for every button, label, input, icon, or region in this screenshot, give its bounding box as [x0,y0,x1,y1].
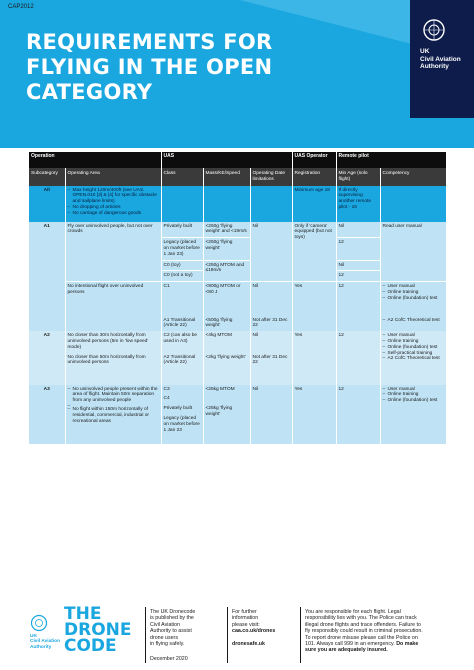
footer-publisher-text: The UK Dronecode is published by the Civil Aviation Authority to assist drone users in flying safely. [150,609,196,648]
min-age-a3: 12 [336,385,380,444]
date-cell: Nil [250,282,292,316]
group-header-operation: Operation [29,152,161,168]
dronecode-caa-text [30,634,60,650]
mass-cell: <250g 'flying weight' and <19m/s [203,222,250,238]
subcategory-all: All [29,186,65,222]
list-item: – User manual [383,284,445,290]
registration-a3: Yes [292,385,336,444]
min-age-cell: Nil [336,222,380,238]
logo-line: UK [30,634,37,639]
registration-all: Minimum age 18 [292,186,336,222]
title-line: FLYING IN THE OPEN [26,55,273,79]
list-item: – No carriage of dangerous goods [68,211,159,217]
min-age-cell: 12 [336,271,380,282]
logo-line: UK [420,48,430,55]
class-cell: Legacy (placed on market before 1 Jan 23) [161,238,203,260]
group-header-remote-pilot: Remote pilot [336,152,446,168]
group-header-uas-operator: UAS Operator [292,152,336,168]
column-header-subcategory: Subcategory [29,168,65,186]
operating-area-a3 [65,385,161,444]
footer-info-text: For further information please visit: caa.co.uk/drones dronesafe.uk [232,609,300,647]
wordmark-line: DRONE [64,620,132,640]
competency-a1-1: Read user manual [380,222,446,282]
logo-line: Civil Aviation [420,55,461,63]
list-item: – User manual [383,387,445,393]
footer-divider [300,607,301,663]
dronecode-wordmark [64,606,132,654]
document-code: CAP2012 [8,4,34,10]
operating-area-a2-2: No closer than 50m horizontally from uninvolved persons [65,353,161,385]
crest-icon [422,18,446,42]
date-cell: Not after 31 Dec 22 [250,316,292,332]
subcategory-a3: A3 [29,385,65,444]
crest-icon [30,614,48,632]
class-cell: Privately built [161,404,203,414]
registration-a2: Yes [292,331,336,384]
list-item: – Online training [383,392,445,398]
class-cell: C2 (can also be used in A3) [161,331,203,352]
min-age-cell: Nil [336,260,380,271]
logo-line: Civil Aviation [30,639,61,645]
list-item: – Self-practical training [383,351,445,357]
operating-area-all [65,186,161,222]
subcategory-a2: A2 [29,331,65,384]
title-line: REQUIREMENTS FOR [26,30,273,54]
list-item: – Online (foundation) test [383,296,445,302]
footer-divider [145,607,146,663]
requirements-table-wrap [29,152,446,444]
list-item: – Max height 120m/400ft (see UAS. OPEN.010 [3] & [4] for specific obstacle and sailplane limits) [68,188,159,205]
list-item: – Online training [383,290,445,296]
date-cell: Not after 31 Dec 22 [250,353,292,385]
registration-a1-1: Only if 'camera' equipped (but not toys) [292,222,336,282]
operating-area-a1-2: No intentional flight over uninvolved persons [65,282,161,332]
table-row-a1 [29,282,446,316]
dronecode-logo [30,606,145,662]
mass-cell: <900g MTOM or <80 J [203,282,250,316]
min-age-all: If directly supervising another remote pilot - 16 [336,186,380,222]
column-header-operating-area: Operating Area [65,168,161,186]
wordmark-line: CODE [64,636,117,656]
caa-logo-text [420,48,461,71]
mass-cell: <25kg 'flying weight' [203,404,250,444]
subcategory-a1: A1 [29,222,65,332]
caa-logo [410,0,474,118]
column-header-class: Class [161,168,203,186]
caa-drones-link[interactable]: caa.co.uk/drones [232,628,276,635]
logo-line: Authority [420,63,449,70]
list-item: – No dropping of articles [68,205,159,211]
competency-a3 [380,385,446,444]
mass-cell: <2kg 'flying weight' [203,353,250,385]
list-item: – Online training [383,339,445,345]
list-item: – Online (foundation) test [383,398,445,404]
date-cell: Nil [250,222,292,282]
table-row-a1 [29,222,446,238]
column-header-date-limits: Operating Date limitations [250,168,292,186]
min-age-a2: 12 [336,331,380,384]
competency-a1-2 [380,282,446,316]
list-item: – A2 CofC Theoretical test [383,356,445,362]
column-header-mass: Mass/KE/Speed [203,168,250,186]
min-age-cell: 12 [336,238,380,260]
list-item: – No uninvolved people present within the area of flight. Maintain 50m separation from any uninvolved people [68,387,159,404]
group-header-uas: UAS [161,152,292,168]
class-cell: A1 Transitional (Article 22) [161,316,203,332]
requirements-table [29,152,447,444]
dronesafe-link[interactable]: dronesafe.uk [232,640,265,647]
date-cell: Nil [250,331,292,352]
mass-cell: <25kg MTOM [203,385,250,405]
class-cell: C0 (toy) [161,260,203,271]
class-cell: C3 [161,385,203,395]
table-row-all [29,186,446,222]
list-item: – User manual [383,333,445,339]
title-line: CATEGORY [26,80,153,104]
mass-cell: <250g 'flying weight' [203,238,250,260]
competency-a2 [380,331,446,384]
table-row-a3 [29,385,446,395]
list-item: – A2 CofC Theoretical test [383,318,445,324]
list-item: – Online (foundation) test [383,345,445,351]
group-header-row [29,152,446,168]
wordmark-line: THE [64,604,102,624]
mass-cell: <500g 'flying weight' [203,316,250,332]
column-header-competency: Competency [380,168,446,186]
operating-area-a2-1: No closer than 30m horizontally from uninvolved persons (5m in 'low speed' mode) [65,331,161,352]
class-cell: C0 (not a toy) [161,271,203,282]
min-age-cell: 12 [336,282,380,332]
logo-line: Authority [30,644,52,650]
list-item: – No flight within 150m horizontally of residential, commercial, industrial or recreational areas [68,407,159,424]
mass-cell: <4kg MTOM [203,331,250,352]
class-cell: C4 [161,394,203,404]
class-cell: A2 Transitional (Article 22) [161,353,203,385]
header-banner [0,0,474,148]
class-cell: Privately built [161,222,203,238]
footer-divider [227,607,228,663]
footer-responsibility-text: You are responsible for each flight. Legal responsibility lies with you. The Police can track illegal drone flights and trace offenders. Failure to fly responsibly could result in criminal prosecution. To report drone misuse please call the Police on 101. Always call 999 in an emergency. Do make sure you are adequately insured. [305,609,423,654]
column-header-registration: Registration [292,168,336,186]
column-header-row [29,168,446,186]
date-cell: Nil [250,385,292,444]
class-cell: Legacy (placed on market before 1 Jan 23 [161,414,203,444]
table-row-a2 [29,331,446,352]
operating-area-a1-1: Fly over uninvolved people, but not over crowds [65,222,161,282]
page-title [26,30,326,105]
class-cell: C1 [161,282,203,316]
registration-a1-2: Yes [292,282,336,332]
column-header-min-age: Min Age (solo flight) [336,168,380,186]
mass-cell: <250g MTOM and ≤19m/s [203,260,250,282]
publication-date: December 2020 [150,656,188,662]
